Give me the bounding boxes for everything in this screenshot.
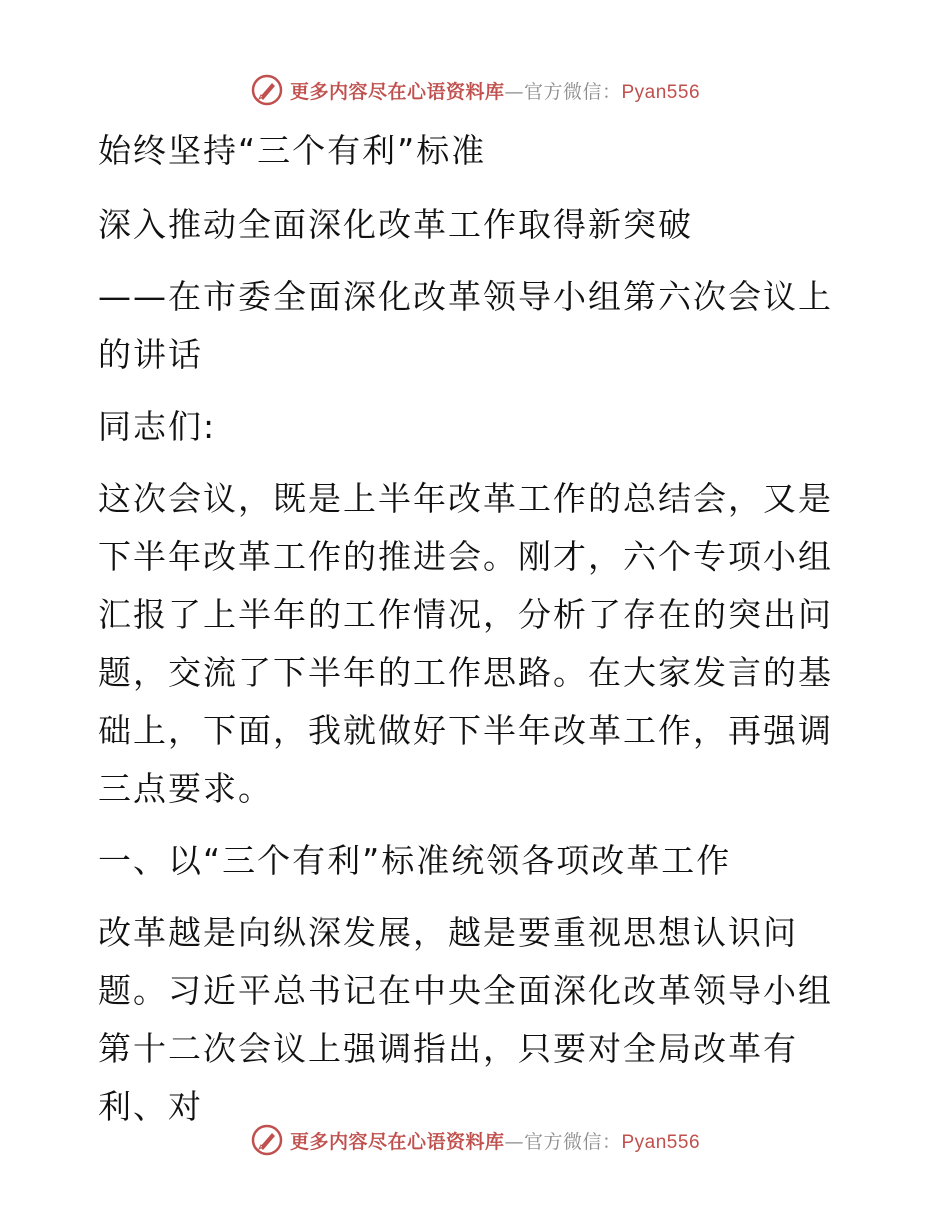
- document-title-line1: 始终坚持“三个有利”标准: [98, 131, 487, 170]
- pen-seal-icon: [250, 73, 284, 107]
- section1-paragraph: 改革越是向纵深发展，越是要重视思想认识问题。习近平总书记在中央全面深化改革领导小组第十二次会议上强调指出，只要对全局改革有利、对: [98, 913, 833, 1126]
- document-title-line2: 深入推动全面深化改革工作取得新突破: [98, 205, 693, 244]
- greeting: 同志们:: [98, 407, 217, 446]
- document-subtitle: ——在市委全面深化改革领导小组第六次会议上的讲话: [98, 277, 833, 374]
- pen-seal-icon: [250, 1123, 284, 1157]
- watermark-dash: —: [504, 80, 524, 103]
- watermark-text: [290, 1127, 700, 1154]
- document-body: [98, 122, 858, 1136]
- watermark-brand: 更多内容尽在心语资料库: [289, 1130, 505, 1153]
- watermark-wechat-id: Pyan556: [621, 1131, 701, 1153]
- footer-watermark: [0, 1120, 950, 1160]
- watermark-label: 官方微信：: [523, 80, 622, 103]
- header-watermark: [0, 70, 950, 110]
- section1-heading: 一、以“三个有利”标准统领各项改革工作: [98, 841, 732, 880]
- watermark-brand: 更多内容尽在心语资料库: [289, 80, 505, 103]
- watermark-label: 官方微信：: [523, 1130, 622, 1153]
- intro-paragraph: 这次会议，既是上半年改革工作的总结会，又是下半年改革工作的推进会。刚才，六个专项小组汇报了上半年的工作情况，分析了存在的突出问题，交流了下半年的工作思路。在大家发言的基础上，下面，我就做好下半年改革工作，再强调三点要求。: [98, 479, 833, 808]
- watermark-dash: —: [504, 1130, 524, 1153]
- watermark-text: [290, 77, 700, 104]
- watermark-wechat-id: Pyan556: [621, 81, 701, 103]
